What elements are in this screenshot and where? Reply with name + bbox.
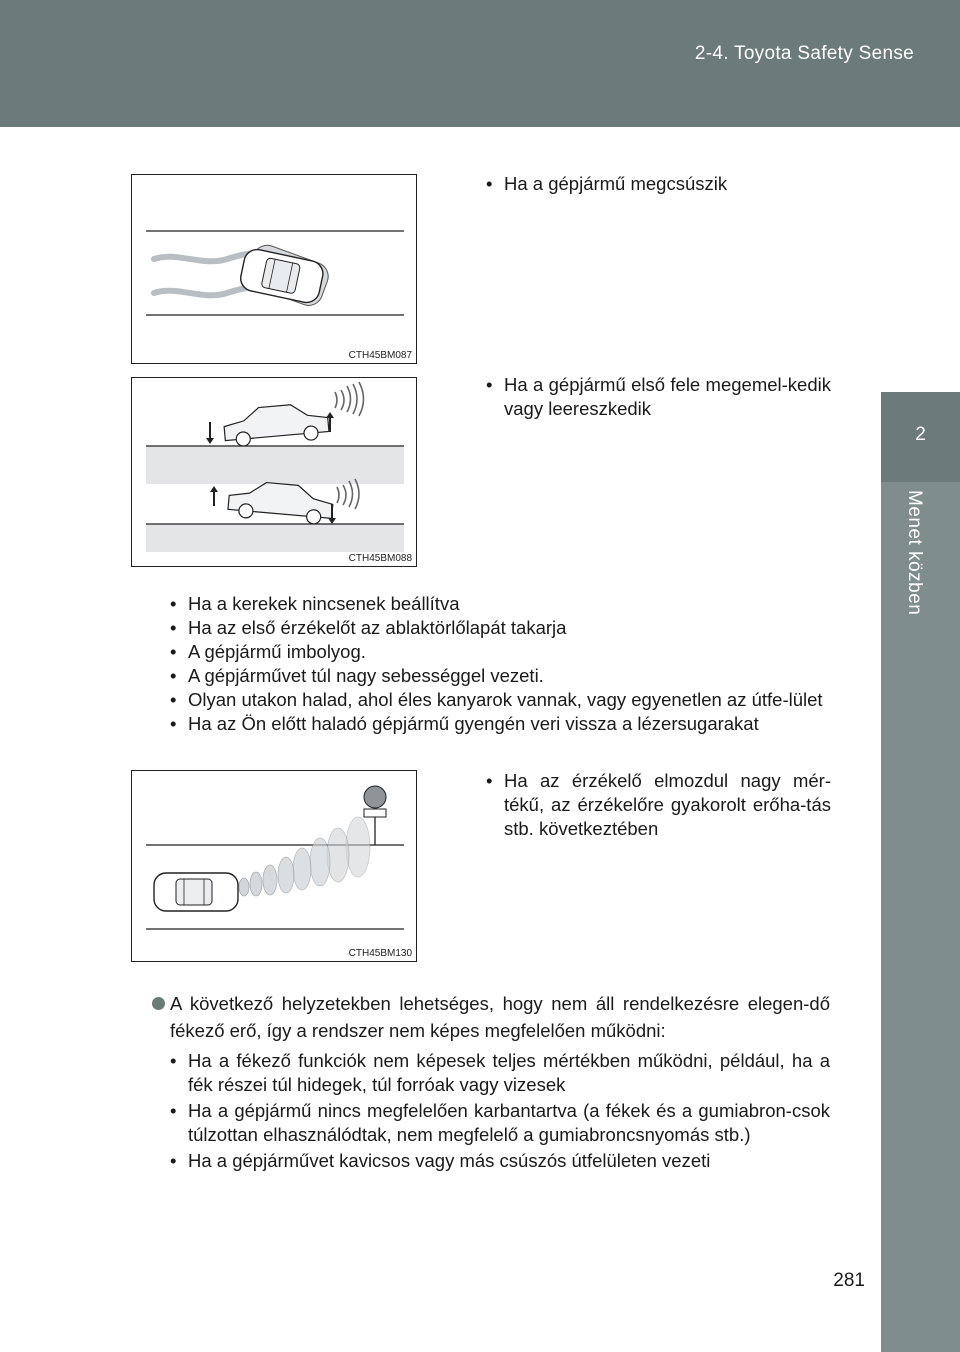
- figure-skid: [131, 174, 417, 364]
- condition-list: [170, 592, 830, 736]
- caption-text: Ha az érzékelő elmozdul nagy mér-tékű, az érzékelőre gyakorolt erőha-tás stb. következtében: [504, 770, 831, 839]
- list-item: • Ha a fékező funkciók nem képesek teljes mértékben működni, például, ha a fék részei túl hidegek, túl forróak vagy vizesek: [170, 1050, 830, 1095]
- list-item-text: Ha a gépjárművet kavicsos vagy más csúszós útfelületen vezeti: [188, 1150, 711, 1171]
- figure-code: CTH45BM088: [348, 553, 412, 564]
- note-text: A következő helyzetekben lehetséges, hogy nem áll rendelkezésre elegen-dő fékező erő, így a rendszer nem képes megfelelően működni:: [170, 993, 830, 1041]
- figure-caption-skid: [486, 172, 831, 196]
- list-item-text: Olyan utakon halad, ahol éles kanyarok vannak, vagy egyenetlen az útfe-lület: [188, 689, 823, 710]
- caption-text: Ha a gépjármű első fele megemel-kedik vagy leereszkedik: [504, 374, 831, 419]
- list-item: • Ha a kerekek nincsenek beállítva: [170, 593, 460, 614]
- page-header: [0, 0, 960, 127]
- chapter-number-tab: [881, 392, 960, 482]
- list-item-text: Ha a fékező funkciók nem képesek teljes mértékben működni, például, ha a fék részei túl hidegek, túl forróak vagy vizesek: [188, 1050, 830, 1095]
- figure-sensor-misaligned: [131, 770, 417, 962]
- chapter-title-tab: [881, 490, 960, 630]
- circle-bullet-icon: [152, 997, 165, 1010]
- list-item: • Ha az Ön előtt haladó gépjármű gyengén veri vissza a lézersugarakat: [170, 713, 759, 734]
- list-item: • Ha a gépjármű nincs megfelelően karbantartva (a fékek és a gumiabron-csok túlzottan elhasználódtak, nem megfelelő a gumiabroncsnyomás stb.): [170, 1100, 830, 1145]
- list-item: • Ha a gépjárművet kavicsos vagy más csúszós útfelületen vezeti: [170, 1150, 711, 1171]
- list-item-text: A gépjármű imbolyog.: [188, 641, 366, 662]
- bullet-dot: •: [486, 374, 493, 395]
- braking-condition-list: [170, 1049, 830, 1175]
- caption-text: Ha a gépjármű megcsúszik: [504, 173, 728, 194]
- figure-caption-pitch: [486, 373, 831, 421]
- figure-code: CTH45BM130: [348, 948, 412, 959]
- figure-pitch: [131, 377, 417, 567]
- list-item-text: Ha a kerekek nincsenek beállítva: [188, 593, 460, 614]
- sensor-illustration: [132, 771, 416, 961]
- figure-code: CTH45BM087: [348, 350, 412, 361]
- skid-illustration: [132, 175, 416, 363]
- list-item: • Olyan utakon halad, ahol éles kanyarok vannak, vagy egyenetlen az útfe-lület: [170, 689, 823, 710]
- section-title: 2-4. Toyota Safety Sense: [694, 43, 914, 64]
- list-item-text: Ha az Ön előtt haladó gépjármű gyengén veri vissza a lézersugarakat: [188, 713, 759, 734]
- list-item: • Ha az első érzékelőt az ablaktörlőlapát takarja: [170, 617, 567, 638]
- list-item-text: Ha az első érzékelőt az ablaktörlőlapát takarja: [188, 617, 567, 638]
- chapter-number: 2: [915, 424, 926, 445]
- figure-caption-sensor: [486, 769, 831, 841]
- bullet-dot: •: [486, 173, 493, 194]
- page-number: 281: [833, 1270, 865, 1291]
- list-item: • A gépjárművet túl nagy sebességgel vezeti.: [170, 665, 544, 686]
- chapter-title: Menet közben: [904, 490, 925, 616]
- braking-force-note: [152, 990, 830, 1044]
- bullet-dot: •: [486, 770, 493, 791]
- list-item-text: Ha a gépjármű nincs megfelelően karbantartva (a fékek és a gumiabron-csok túlzottan elhasználódtak, nem megfelelő a gumiabroncsnyomás stb.): [188, 1100, 830, 1145]
- list-item-text: A gépjárművet túl nagy sebességgel vezeti.: [188, 665, 544, 686]
- list-item: • A gépjármű imbolyog.: [170, 641, 366, 662]
- pitch-illustration: [132, 378, 416, 566]
